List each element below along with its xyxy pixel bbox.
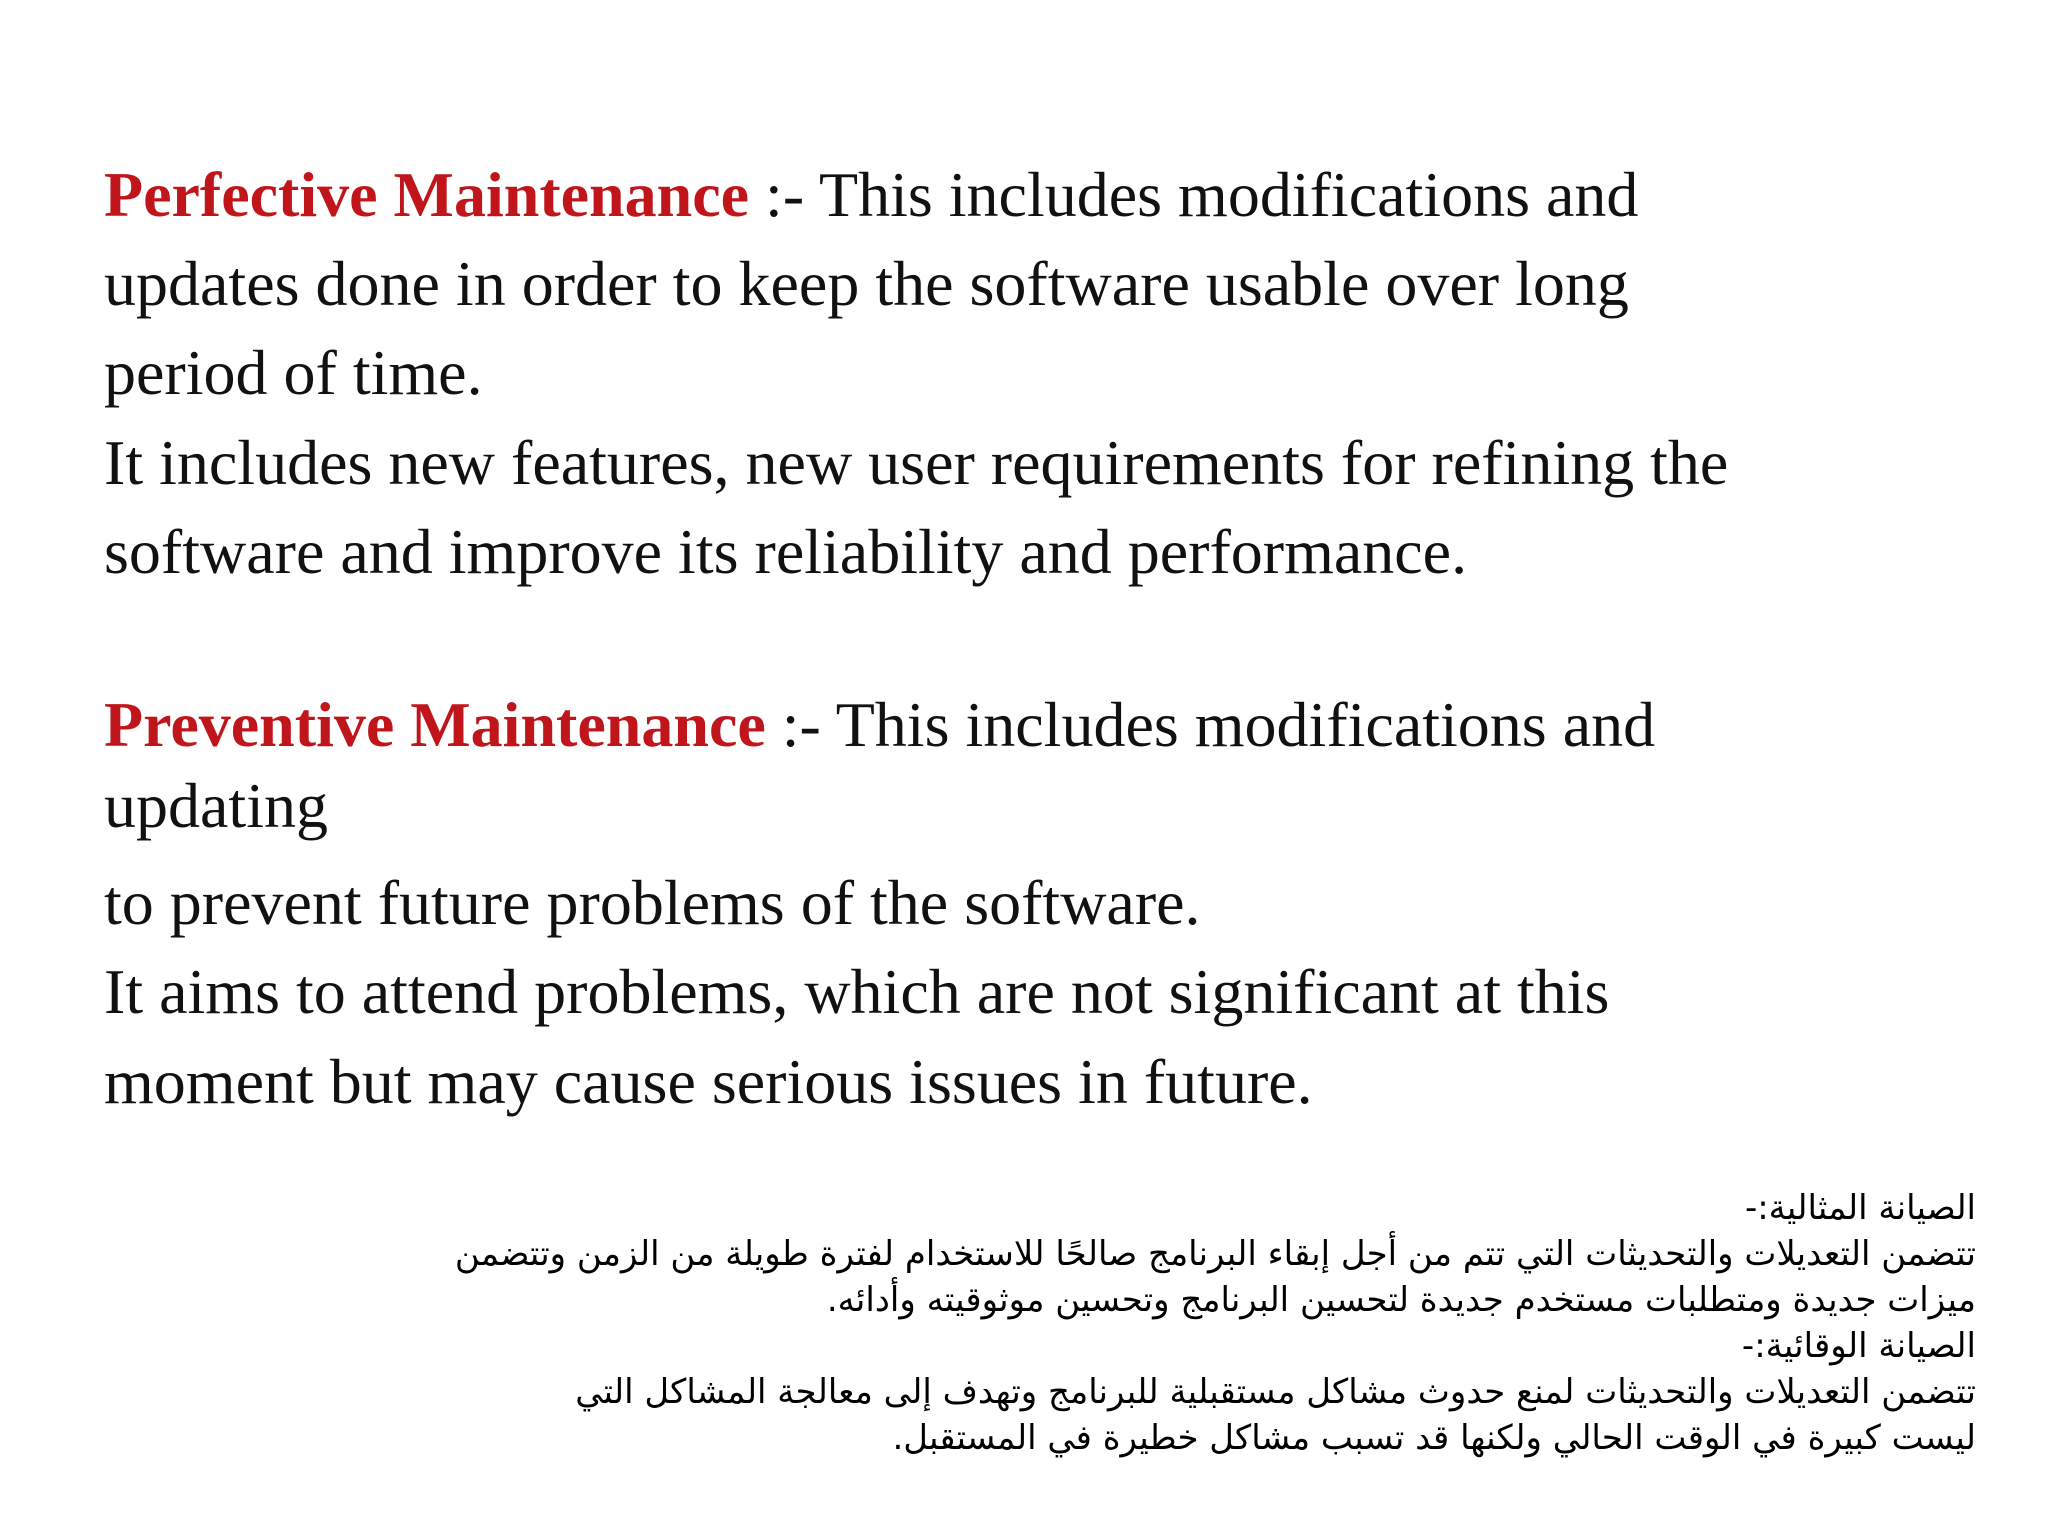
perfective-line-5: software and improve its reliability and performance.: [104, 516, 1468, 587]
arabic-line-6: ليست كبيرة في الوقت الحالي ولكنها قد تسبب مشاكل خطيرة في المستقبل.: [892, 1418, 1976, 1458]
perfective-line-1: [104, 150, 2004, 239]
perfective-maintenance-section: [104, 150, 2004, 596]
preventive-line-1: [104, 689, 2004, 760]
english-content: [104, 150, 2004, 1127]
arabic-translation: [126, 1185, 1976, 1461]
perfective-term: Perfective Maintenance: [104, 159, 750, 230]
arabic-line-1: الصيانة المثالية:-: [1744, 1188, 1976, 1228]
arabic-line-2: تتضمن التعديلات والتحديثات التي تتم من أجل إبقاء البرنامج صالحًا للاستخدام لفترة طويلة من الزمن وتتضمن: [454, 1234, 1976, 1274]
preventive-line-5: moment but may cause serious issues in future.: [104, 1046, 1313, 1117]
preventive-line-3: to prevent future problems of the software.: [104, 867, 1201, 938]
section-spacer: [104, 596, 2004, 696]
perfective-line-3: period of time.: [104, 337, 483, 408]
preventive-line-4: It aims to attend problems, which are not significant at this: [104, 956, 1610, 1027]
preventive-maintenance-section: [104, 689, 2004, 1127]
preventive-text-1: :- This includes modifications and: [781, 689, 1656, 760]
preventive-term: Preventive Maintenance: [104, 689, 766, 760]
perfective-line-2: updates done in order to keep the software usable over long: [104, 248, 1629, 319]
perfective-line-4: It includes new features, new user requirements for refining the: [104, 427, 1729, 498]
perfective-text-1: :- This includes modifications and: [765, 159, 1639, 230]
preventive-line-2: updating: [104, 770, 328, 841]
arabic-line-3: ميزات جديدة ومتطلبات مستخدم جديدة لتحسين البرنامج وتحسين موثوقيته وأدائه.: [826, 1280, 1976, 1320]
arabic-line-4: الصيانة الوقائية:-: [1741, 1326, 1976, 1366]
arabic-line-5: تتضمن التعديلات والتحديثات لمنع حدوث مشاكل مستقبلية للبرنامج وتهدف إلى معالجة المشاكل التي: [575, 1372, 1976, 1412]
